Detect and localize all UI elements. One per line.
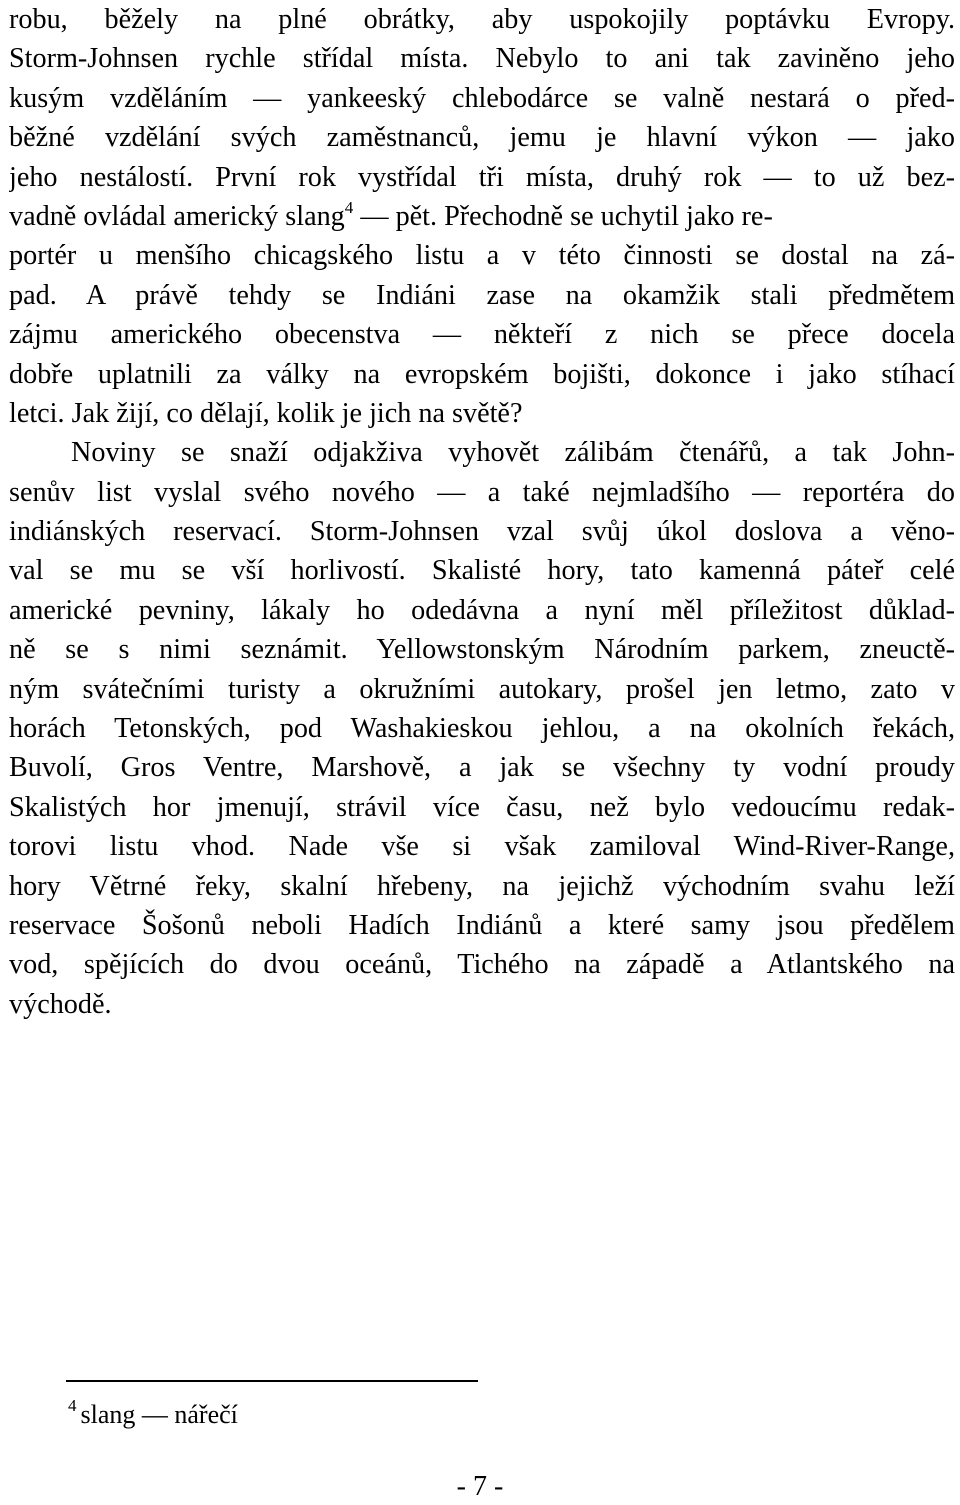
footnote-divider xyxy=(66,1380,478,1382)
text-line: dobře uplatnili za války na evropském bojišti, dokonce i jako stíhací xyxy=(9,358,955,390)
text-line: torovi listu vhod. Nade vše si však zamiloval Wind-River-Range, xyxy=(9,831,955,863)
text-line: horách Tetonských, pod Washakieskou jehlou, a na okolních řekách, xyxy=(9,713,955,745)
footnote-text: slang — nářečí xyxy=(80,1400,238,1429)
text-line: robu, běžely na plné obrátky, aby uspokojily poptávku Evropy. xyxy=(9,4,955,35)
text-line: jeho nestálostí. První rok vystřídal tři místa, druhý rok — to už bez- xyxy=(9,161,955,193)
body-text xyxy=(9,0,955,1024)
footnote xyxy=(68,1398,238,1432)
page-number: - 7 - xyxy=(456,1471,504,1502)
text-line: hory Větrné řeky, skalní hřebeny, na jejichž východním svahu leží xyxy=(9,870,955,902)
text-line: ným svátečními turisty a okružními autokary, prošel jen letmo, zato v xyxy=(9,673,955,705)
text-line: portér u menšího chicagského listu a v této činnosti se dostal na zá- xyxy=(9,240,955,272)
text-line: senův list vyslal svého nového — a také nejmladšího — reportéra do xyxy=(9,476,955,508)
paragraph-first-line: Noviny se snaží odjakživa vyhovět zálibám čtenářů, a tak John- xyxy=(71,437,955,469)
text-line: běžné vzdělání svých zaměstnanců, jemu je hlavní výkon — jako xyxy=(9,122,955,154)
text-line-with-footnote xyxy=(9,197,955,236)
text-line: reservace Šošonů neboli Hadích Indiánů a které samy jsou předělem xyxy=(9,909,955,941)
footnote-reference: 4 xyxy=(344,197,354,217)
text-line: Skalistých hor jmenují, strávil více času, než bylo vedoucímu redak- xyxy=(9,791,955,823)
text-line: vod, spějících do dvou oceánů, Tichého na západě a Atlantského na xyxy=(9,949,955,981)
text-segment: vadně ovládal americký slang xyxy=(9,200,345,232)
text-line: zájmu amerického obecenstva — někteří z nich se přece docela xyxy=(9,319,955,351)
text-line: americké pevniny, lákaly ho odedávna a nyní měl příležitost důklad- xyxy=(9,594,955,626)
text-line: letci. Jak žijí, co dělají, kolik je jich na světě? xyxy=(9,397,523,429)
text-line: kusým vzděláním — yankeeský chlebodárce se valně nestará o před- xyxy=(9,82,955,114)
text-line: ně se s nimi seznámit. Yellowstonským Národním parkem, zneuctě- xyxy=(9,634,955,666)
text-line: pad. A právě tehdy se Indiáni zase na okamžik stali předmětem xyxy=(9,279,955,311)
text-line: Buvolí, Gros Ventre, Marshově, a jak se všechny ty vodní proudy xyxy=(9,752,955,784)
text-line: východě. xyxy=(9,988,112,1020)
footnote-mark: 4 xyxy=(68,1396,77,1415)
text-line: Storm-Johnsen rychle střídal místa. Nebylo to ani tak zaviněno jeho xyxy=(9,43,955,75)
text-line: indiánských reservací. Storm-Johnsen vzal svůj úkol doslova a věno- xyxy=(9,516,955,548)
text-line: val se mu se vší horlivostí. Skalisté hory, tato kamenná páteř celé xyxy=(9,555,955,587)
text-segment: — pět. Přechodně se uchytil jako re- xyxy=(360,200,773,232)
